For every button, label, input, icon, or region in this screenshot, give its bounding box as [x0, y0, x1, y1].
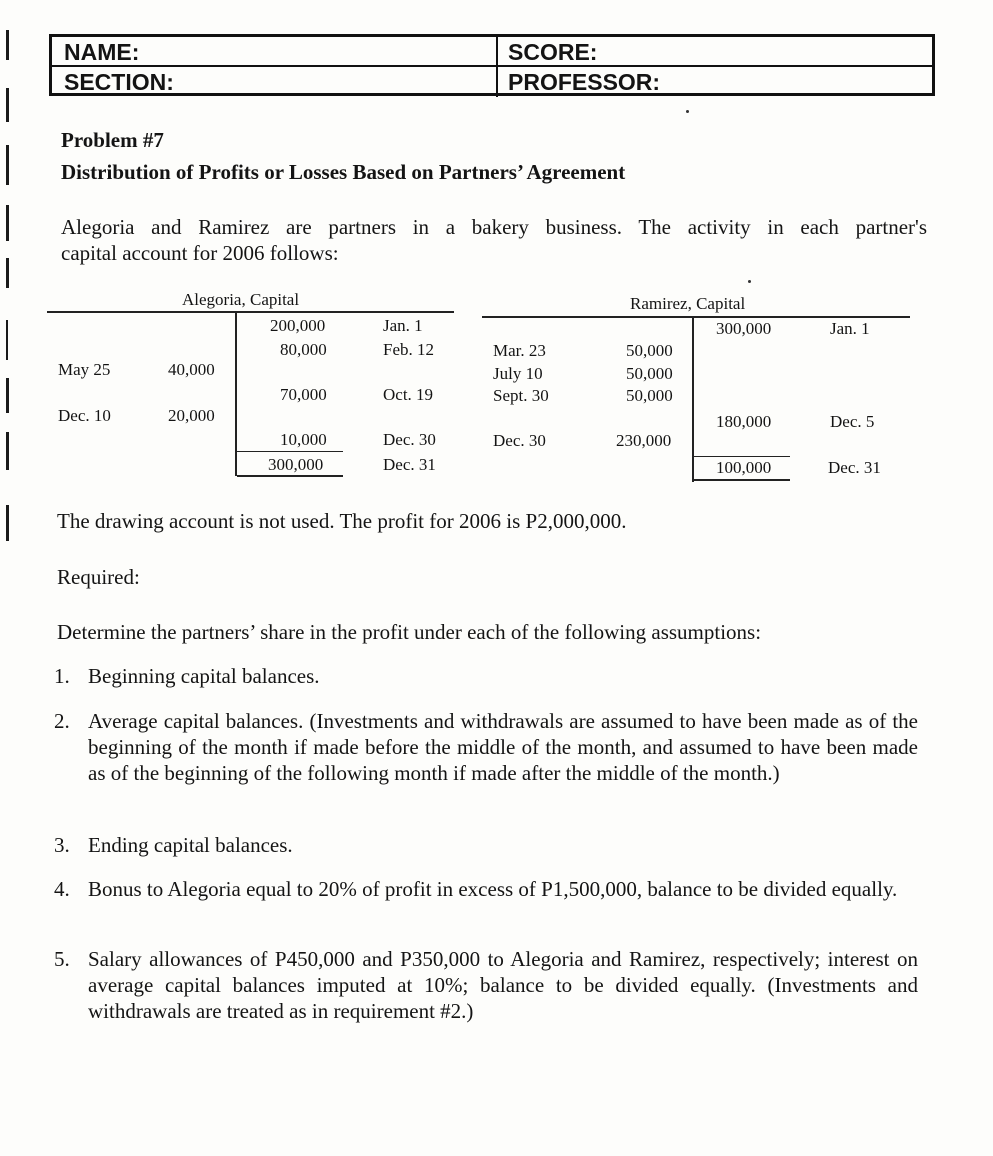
requirement-number: 3.	[54, 833, 70, 857]
professor-field-label: PROFESSOR:	[508, 69, 661, 95]
balance-amount: 300,000	[268, 455, 324, 474]
t-account-top-rule	[47, 311, 454, 313]
instruction-text: Determine the partners’ share in the profit under each of the following assumptions:	[57, 620, 762, 644]
requirement-text: Average capital balances. (Investments and withdrawals are assumed to have been made as of the beginning of the month if made before the middle of the month, and assumed to have been made as of the beginning of the following month if made after the middle of the month.)	[88, 709, 918, 785]
scan-margin-mark	[6, 205, 9, 241]
total-rule	[237, 475, 343, 477]
requirement-text: Beginning capital balances.	[88, 664, 320, 688]
problem-number: Problem #7	[61, 128, 164, 152]
debit-date: Dec. 30	[493, 431, 546, 450]
scan-speck	[748, 280, 751, 283]
requirement-number: 1.	[54, 664, 70, 688]
total-rule	[694, 479, 790, 481]
credit-amount: 10,000	[280, 430, 327, 449]
balance-date: Dec. 31	[828, 458, 881, 477]
credit-amount: 300,000	[716, 319, 772, 338]
credit-date: Feb. 12	[383, 340, 434, 359]
debit-date: July 10	[493, 364, 543, 383]
subtotal-rule	[694, 456, 790, 457]
requirement-text: Bonus to Alegoria equal to 20% of profit in excess of P1,500,000, balance to be divided equally.	[88, 877, 898, 901]
scan-margin-mark	[6, 320, 8, 360]
debit-amount: 40,000	[168, 360, 215, 379]
scan-margin-mark	[6, 88, 9, 122]
credit-date: Oct. 19	[383, 385, 434, 404]
t-account-top-rule	[482, 316, 910, 318]
debit-date: Mar. 23	[493, 341, 546, 360]
name-field-label: NAME:	[52, 37, 498, 67]
requirement-number: 2.	[54, 709, 70, 733]
requirement-number: 5.	[54, 947, 70, 971]
scan-margin-mark	[6, 145, 9, 185]
debit-amount: 50,000	[626, 364, 673, 383]
required-label: Required:	[57, 565, 140, 589]
debit-date: Sept. 30	[493, 386, 549, 405]
requirement-number: 4.	[54, 877, 70, 901]
debit-date: May 25	[58, 360, 111, 379]
profit-note: The drawing account is not used. The profit for 2006 is P2,000,000.	[57, 509, 627, 533]
score-field-label: SCORE:	[498, 37, 932, 67]
account-title: Alegoria, Capital	[182, 290, 300, 309]
debit-amount: 230,000	[616, 431, 672, 450]
t-account-center-rule	[692, 316, 694, 482]
problem-title: Distribution of Profits or Losses Based on Partners’ Agreement	[61, 160, 626, 184]
requirement-text: Salary allowances of P450,000 and P350,000 to Alegoria and Ramirez, respectively; interest on average capital balances imputed at 10%; balance to be divided equally. (Investments and withdrawals are treated as in requirement #2.)	[88, 947, 918, 1023]
debit-date: Dec. 10	[58, 406, 111, 425]
debit-amount: 20,000	[168, 406, 215, 425]
credit-date: Dec. 5	[830, 412, 875, 431]
section-field-label: SECTION:	[52, 67, 498, 97]
balance-amount: 100,000	[716, 458, 772, 477]
credit-amount: 180,000	[716, 412, 772, 431]
intro-line-2: capital account for 2006 follows:	[61, 241, 339, 265]
scan-margin-mark	[6, 378, 9, 413]
credit-date: Jan. 1	[830, 319, 870, 338]
account-title: Ramirez, Capital	[630, 294, 746, 313]
scan-speck	[686, 110, 689, 113]
credit-amount: 80,000	[280, 340, 327, 359]
scan-margin-mark	[6, 432, 9, 470]
balance-date: Dec. 31	[383, 455, 436, 474]
student-info-box	[49, 34, 935, 96]
credit-date: Jan. 1	[383, 316, 423, 335]
credit-amount: 70,000	[280, 385, 327, 404]
scan-margin-mark	[6, 258, 9, 288]
debit-amount: 50,000	[626, 341, 673, 360]
subtotal-rule	[237, 451, 343, 452]
scan-margin-mark	[6, 505, 9, 541]
scan-margin-mark	[6, 30, 9, 60]
credit-date: Dec. 30	[383, 430, 436, 449]
credit-amount: 200,000	[270, 316, 326, 335]
debit-amount: 50,000	[626, 386, 673, 405]
intro-line-1: Alegoria and Ramirez are partners in a bakery business. The activity in each partner's	[61, 215, 927, 239]
requirement-text: Ending capital balances.	[88, 833, 293, 857]
